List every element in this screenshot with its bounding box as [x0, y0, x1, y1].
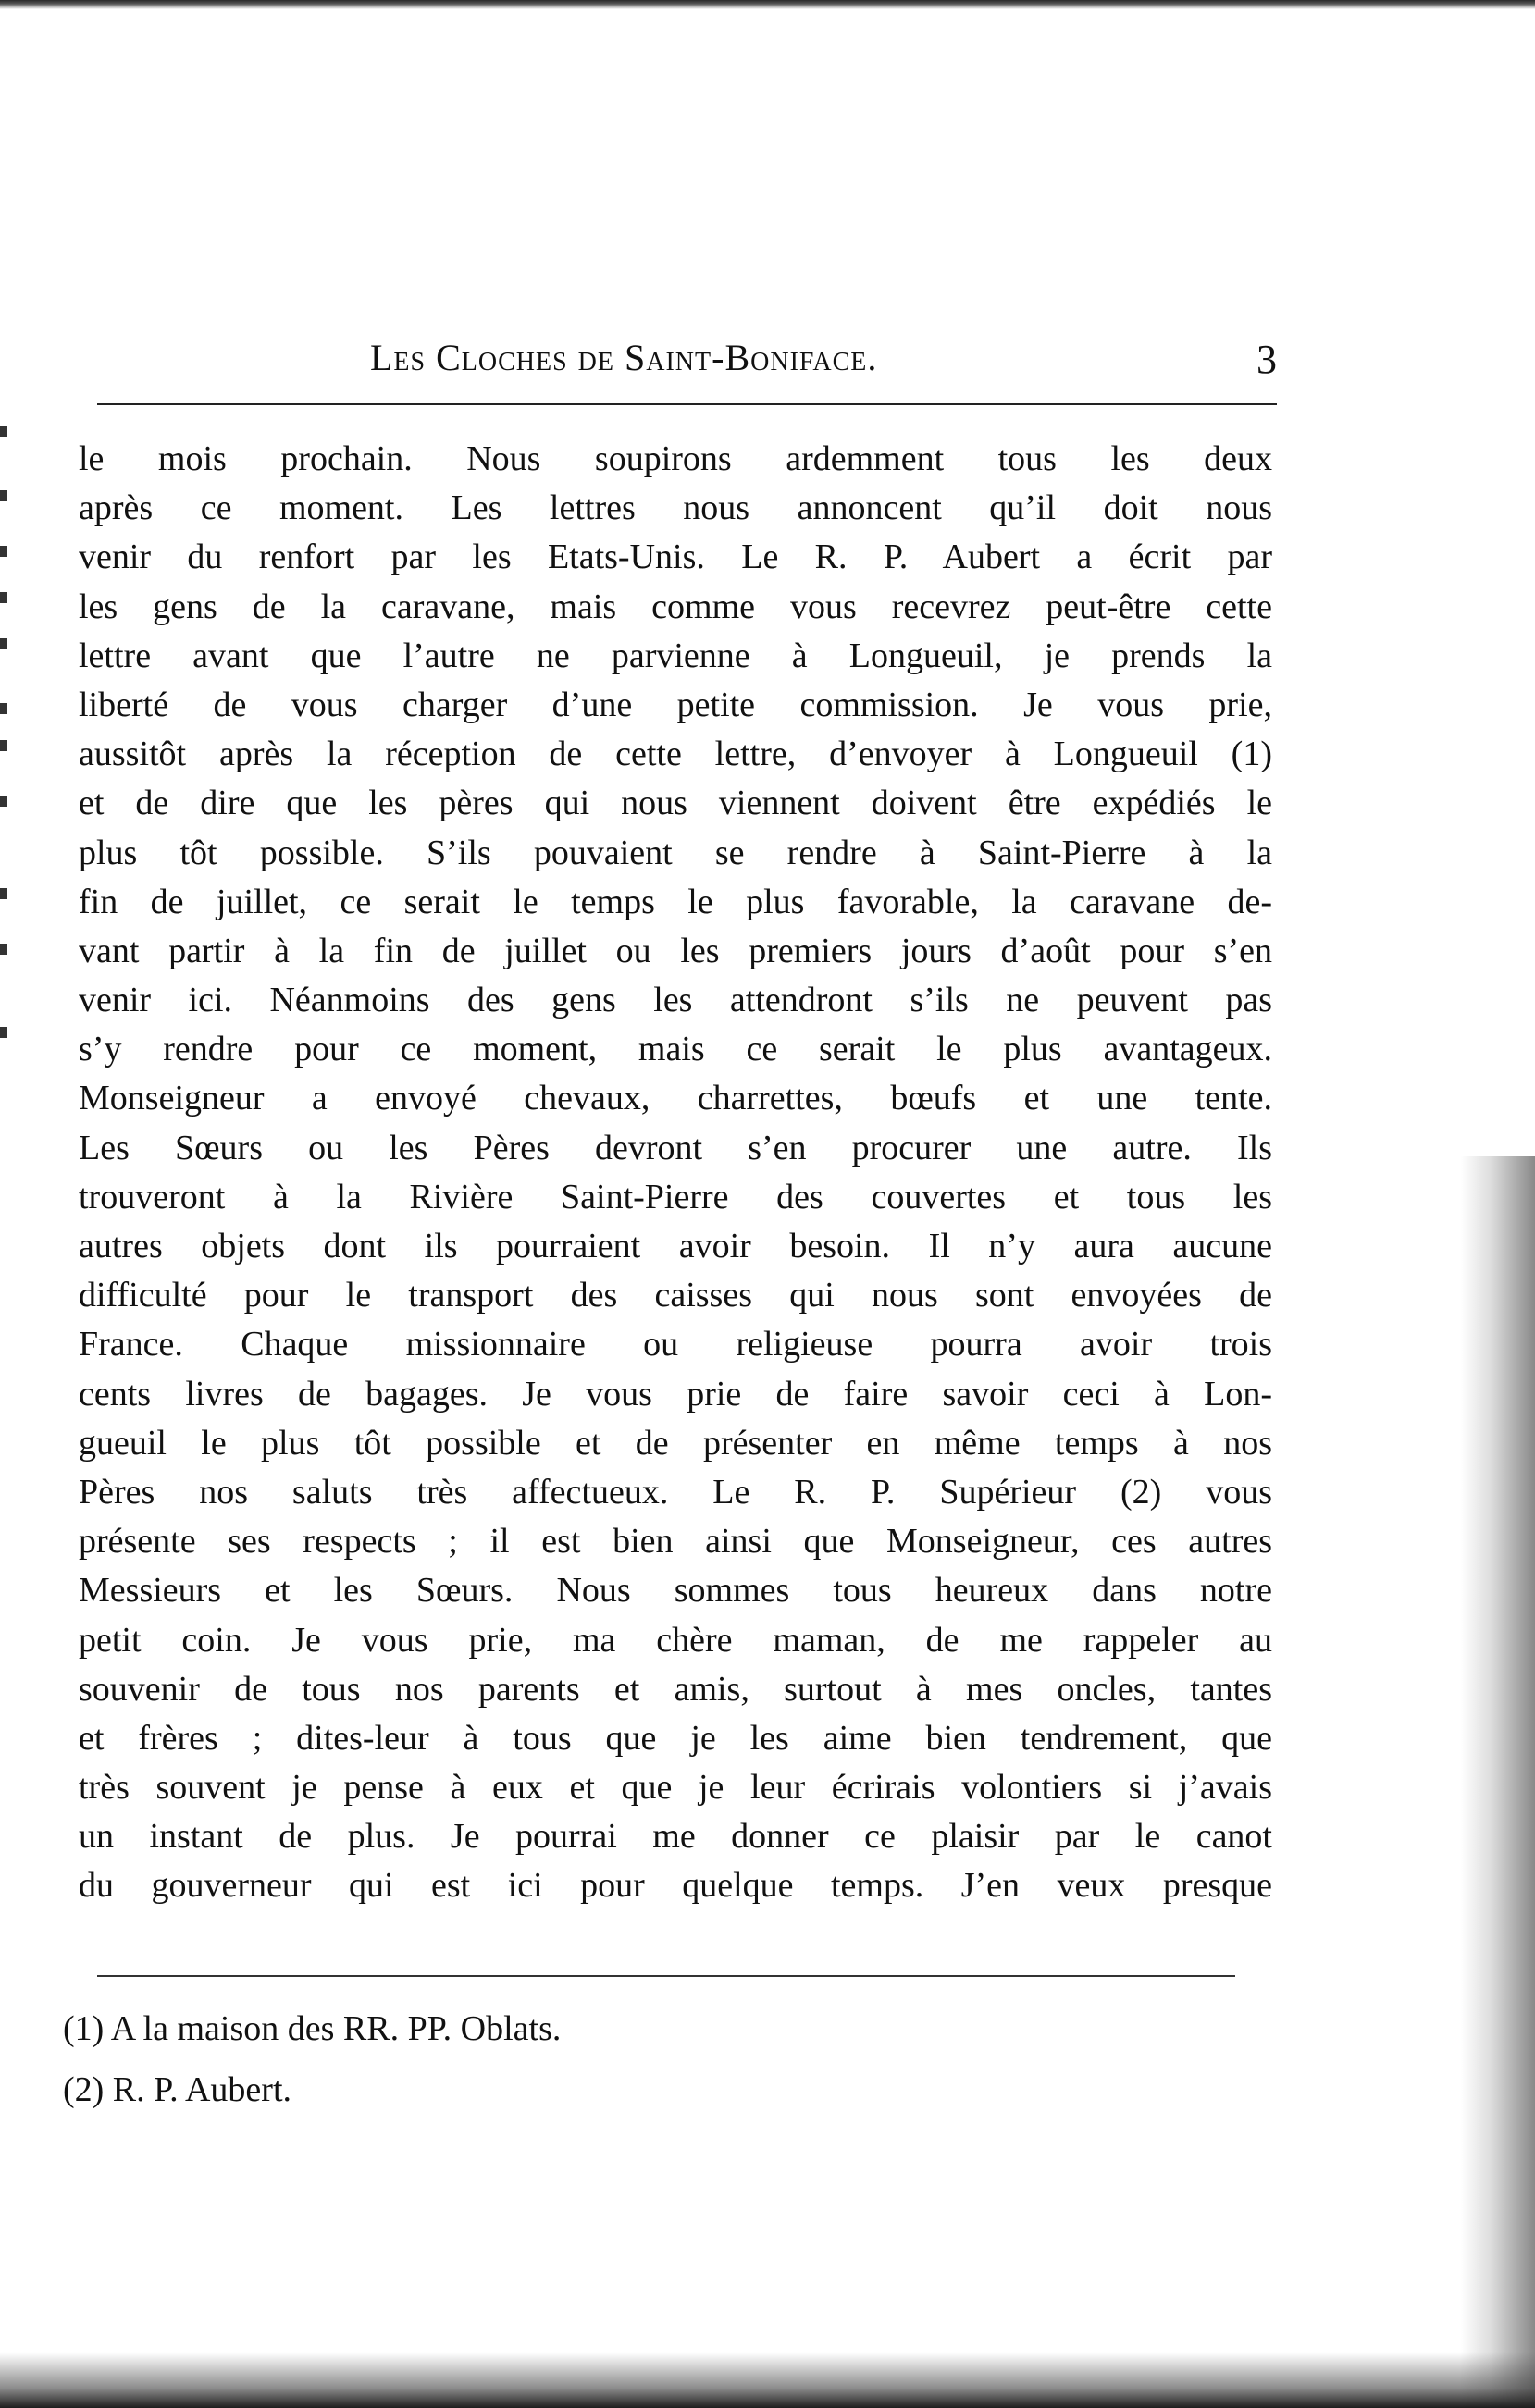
text-line: Monseigneur a envoyé chevaux, charrettes, bœufs et une tente. [79, 1079, 1272, 1118]
header-rule [97, 403, 1277, 405]
page-header [370, 336, 1277, 391]
text-line: lettre avant que l’autre ne parvienne à Longueuil, je prends la [79, 636, 1272, 675]
text-line: venir ici. Néanmoins des gens les attendront s’ils ne peuvent pas [79, 981, 1272, 1020]
text-line: aussitôt après la réception de cette lettre, d’envoyer à Longueuil (1) [79, 735, 1272, 774]
footnote-1: (1) A la maison des RR. PP. Oblats. [63, 2009, 562, 2048]
scan-edge-left [0, 426, 13, 1092]
text-line: les gens de la caravane, mais comme vous recevrez peut-être cette [79, 587, 1272, 626]
text-line: très souvent je pense à eux et que je leur écrirais volontiers si j’avais [79, 1768, 1272, 1808]
text-line: et de dire que les pères qui nous viennent doivent être expédiés le [79, 784, 1272, 823]
text-line: après ce moment. Les lettres nous annoncent qu’il doit nous [79, 488, 1272, 528]
text-line: gueuil le plus tôt possible et de présenter en même temps à nos [79, 1423, 1272, 1463]
text-line: Les Sœurs ou les Pères devront s’en procurer une autre. Ils [79, 1128, 1272, 1167]
page-number: 3 [1256, 337, 1277, 382]
scan-edge-top [0, 0, 1535, 9]
text-line: le mois prochain. Nous soupirons ardemment tous les deux [79, 439, 1272, 478]
text-line: plus tôt possible. S’ils pouvaient se rendre à Saint-Pierre à la [79, 833, 1272, 872]
text-line: difficulté pour le transport des caisses qui nous sont envoyées de [79, 1276, 1272, 1315]
scan-edge-right [1461, 1156, 1535, 2408]
text-line: un instant de plus. Je pourrai me donner ce plaisir par le canot [79, 1817, 1272, 1857]
text-line: petit coin. Je vous prie, ma chère maman, de me rappeler au [79, 1620, 1272, 1660]
text-line: du gouverneur qui est ici pour quelque temps. J’en veux presque [79, 1866, 1272, 1906]
text-line: Pères nos saluts très affectueux. Le R. P. Supérieur (2) vous [79, 1472, 1272, 1512]
footnote-2: (2) R. P. Aubert. [63, 2070, 291, 2109]
scan-edge-bottom [0, 2352, 1535, 2408]
text-line: France. Chaque missionnaire ou religieuse pourra avoir trois [79, 1325, 1272, 1365]
text-line: liberté de vous charger d’une petite commission. Je vous prie, [79, 685, 1272, 724]
text-line: venir du renfort par les Etats-Unis. Le R. P. Aubert a écrit par [79, 537, 1272, 577]
footnotes [63, 1998, 896, 2120]
text-line: trouveront à la Rivière Saint-Pierre des couvertes et tous les [79, 1177, 1272, 1216]
text-line: fin de juillet, ce serait le temps le plus favorable, la caravane de- [79, 882, 1272, 921]
text-line: Messieurs et les Sœurs. Nous sommes tous heureux dans notre [79, 1571, 1272, 1611]
text-line: souvenir de tous nos parents et amis, surtout à mes oncles, tantes [79, 1669, 1272, 1709]
running-head: Les Cloches de Saint-Boniface. [370, 337, 878, 378]
footnote-rule [97, 1975, 1235, 1977]
text-line: cents livres de bagages. Je vous prie de faire savoir ceci à Lon- [79, 1374, 1272, 1414]
text-line: vant partir à la fin de juillet ou les premiers jours d’août pour s’en [79, 931, 1272, 970]
text-line: s’y rendre pour ce moment, mais ce serait le plus avantageux. [79, 1030, 1272, 1069]
text-line: présente ses respects ; il est bien ainsi que Monseigneur, ces autres [79, 1522, 1272, 1562]
text-line: et frères ; dites-leur à tous que je les aime bien tendrement, que [79, 1718, 1272, 1758]
text-line: autres objets dont ils pourraient avoir besoin. Il n’y aura aucune [79, 1227, 1272, 1266]
body-text [79, 435, 1272, 1911]
